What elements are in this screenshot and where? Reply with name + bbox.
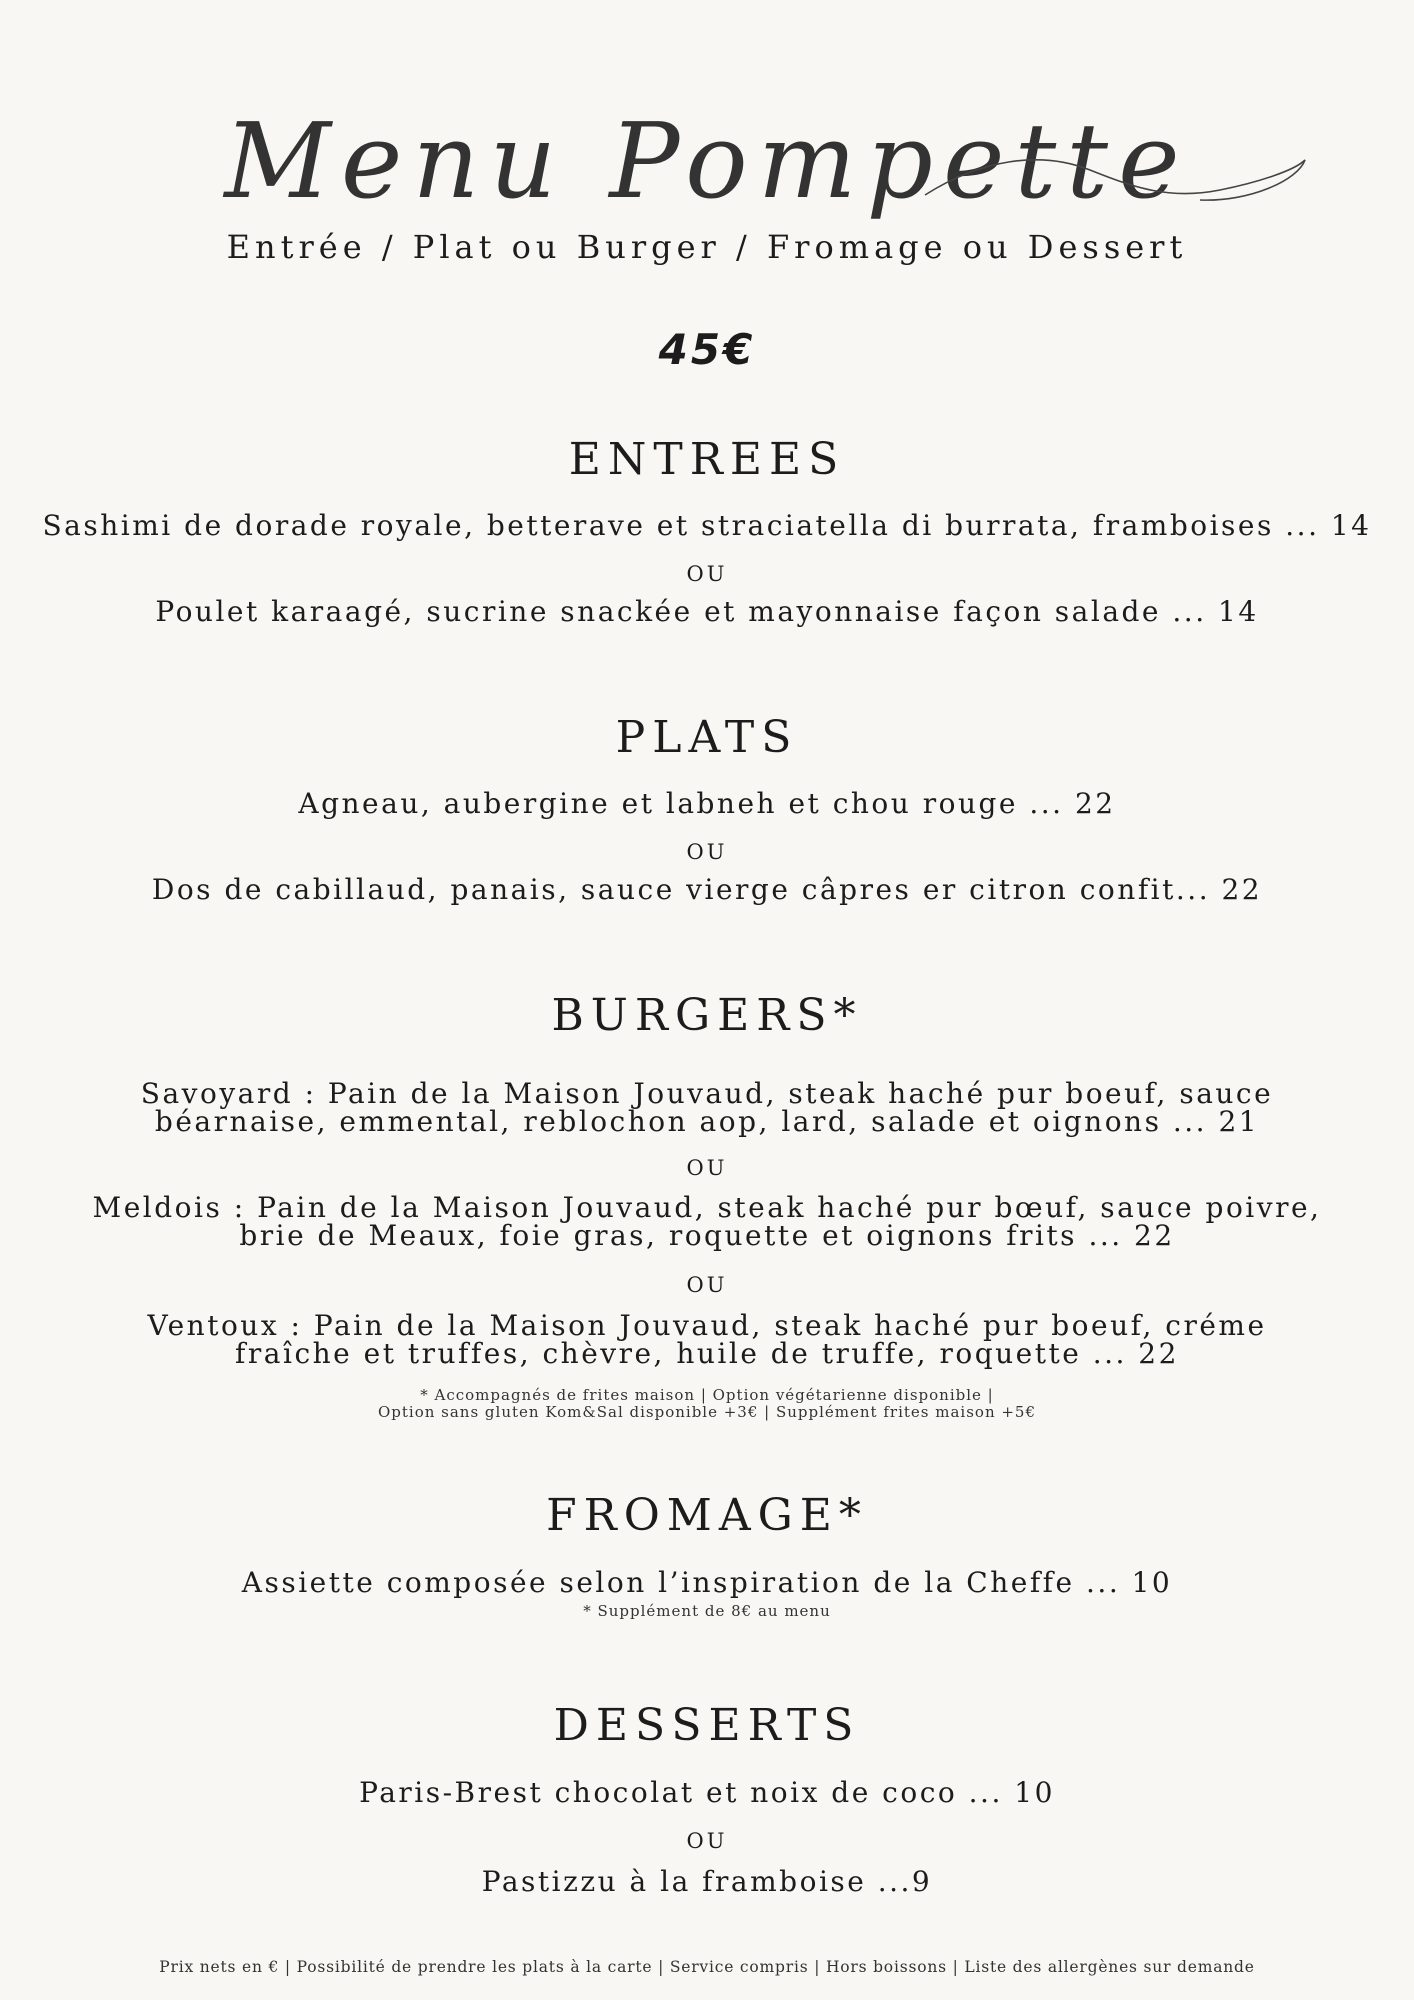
section-title-entrees: ENTREES xyxy=(568,434,846,485)
dessert-item-2: Pastizzu à la framboise ...9 xyxy=(481,1865,933,1898)
dessert-item-1: Paris-Brest chocolat et noix de coco ... 10 xyxy=(359,1776,1055,1809)
plat-item-2: Dos de cabillaud, panais, sauce vierge câpres er citron confit... 22 xyxy=(151,873,1263,906)
entree-item-2: Poulet karaagé, sucrine snackée et mayonnaise façon salade ... 14 xyxy=(155,595,1259,628)
burger-item-1-line-1: Savoyard : Pain de la Maison Jouvaud, steak haché pur boeuf, sauce xyxy=(140,1077,1274,1110)
entree-item-1: Sashimi de dorade royale, betterave et straciatella di burrata, framboises ... 14 xyxy=(42,509,1372,542)
burger-ou-separator-1: OU xyxy=(686,1156,728,1180)
plat-ou-separator: OU xyxy=(686,840,728,864)
section-title-fromage: FROMAGE* xyxy=(546,1490,868,1541)
burger-note-line-1: * Accompagnés de frites maison | Option végétarienne disponible | xyxy=(420,1386,994,1404)
menu-title: Menu Pompette xyxy=(224,100,1190,222)
burger-item-3-line-2: fraîche et truffes, chèvre, huile de truffe, roquette ... 22 xyxy=(235,1337,1179,1370)
menu-price: 45€ xyxy=(658,325,756,374)
footer-notice: Prix nets en € | Possibilité de prendre les plats à la carte | Service compris | Hors boissons | Liste des allergènes sur demande xyxy=(159,1958,1255,1976)
burger-item-2-line-1: Meldois : Pain de la Maison Jouvaud, steak haché pur bœuf, sauce poivre, xyxy=(92,1191,1322,1224)
section-title-burgers: BURGERS* xyxy=(551,990,863,1041)
burger-item-1-line-2: béarnaise, emmental, reblochon aop, lard, salade et oignons ... 21 xyxy=(154,1105,1260,1138)
dessert-ou-separator: OU xyxy=(686,1829,728,1853)
section-title-desserts: DESSERTS xyxy=(553,1700,861,1751)
fromage-item-1: Assiette composée selon l’inspiration de la Cheffe ... 10 xyxy=(241,1566,1173,1599)
fromage-note: * Supplément de 8€ au menu xyxy=(583,1602,831,1620)
burger-item-3-line-1: Ventoux : Pain de la Maison Jouvaud, steak haché pur boeuf, créme xyxy=(147,1309,1267,1342)
plat-item-1: Agneau, aubergine et labneh et chou rouge ... 22 xyxy=(298,787,1116,820)
burger-ou-separator-2: OU xyxy=(686,1273,728,1297)
section-title-plats: PLATS xyxy=(615,712,799,763)
entree-ou-separator: OU xyxy=(686,562,728,586)
title-swash-ornament xyxy=(920,140,1310,220)
menu-subtitle: Entrée / Plat ou Burger / Fromage ou Dessert xyxy=(226,228,1188,266)
burger-note-line-2: Option sans gluten Kom&Sal disponible +3€ | Supplément frites maison +5€ xyxy=(377,1403,1037,1421)
burger-item-2-line-2: brie de Meaux, foie gras, roquette et oignons frits ... 22 xyxy=(239,1219,1175,1252)
